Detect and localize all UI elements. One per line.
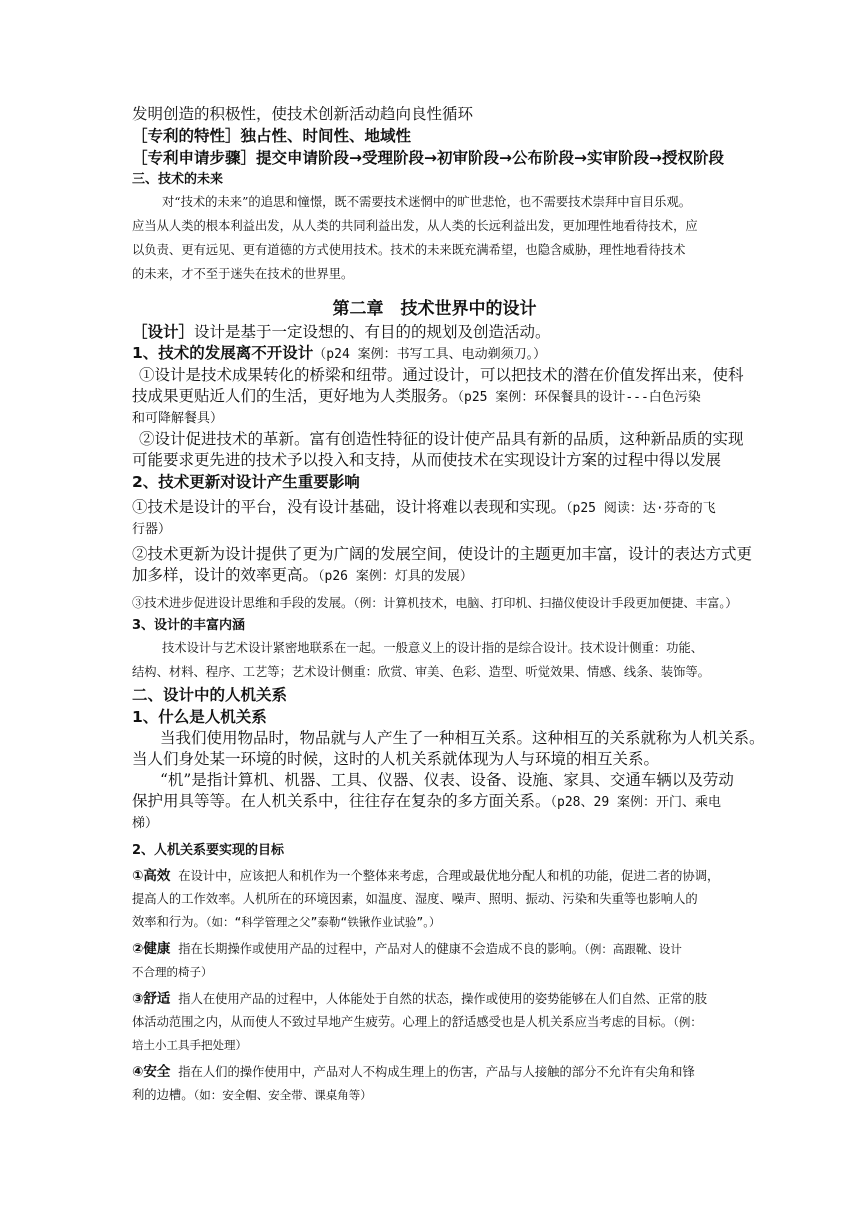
patent-features: ［专利的特性］独占性、时间性、地域性: [132, 127, 412, 145]
text-line: 梯）: [132, 816, 159, 831]
section-heading: 二、设计中的人机关系: [132, 686, 288, 704]
g1-text-1: 在设计中，应该把人和机作为一个整体来考虑，合理或最优地分配人和机的功能，促进二者的协调，: [178, 869, 720, 883]
goal-safety: [132, 1061, 737, 1084]
chapter-title: 第二章 技术世界中的设计: [332, 299, 537, 319]
text-line: 应当从人类的根本利益出发，从人类的共同利益出发，从人类的长远利益出发，更加理性地看待技术，应: [132, 219, 698, 233]
text-line: 不合理的椅子）: [132, 965, 213, 979]
goal-efficiency: [132, 865, 737, 888]
goal-comfort: [132, 988, 737, 1011]
text-line: [132, 386, 737, 408]
design-definition: [132, 322, 737, 343]
g2-text: 指在长期操作或使用产品的过程中，产品对人的健康不会造成不良的影响。: [178, 942, 585, 956]
g3-label: ③舒适: [132, 991, 171, 1007]
s2-p1: ①技术是设计的平台，没有设计基础，设计将难以表现和实现。: [132, 498, 567, 516]
s2-p3: ③技术进步促进设计思维和手段的发展。: [132, 596, 354, 610]
text-line: [132, 911, 737, 934]
s2-p3-note: （例：计算机技术，电脑、打印机、扫描仪使设计手段更加便捷、丰富。）: [353, 596, 738, 610]
g1-note: （如：“科学管理之父”泰勒“铁锹作业试验”。）: [205, 915, 441, 929]
text-line: 行器）: [132, 522, 172, 537]
g2-note: （例：高跟靴、设计: [584, 942, 682, 956]
text-line: 对“技术的未来”的追思和憧憬，既不需要技术迷惘中的旷世悲怆，也不需要技术崇拜中盲目乐观。: [162, 195, 692, 209]
section-heading: 三、技术的未来: [132, 172, 224, 187]
text-line: 和可降解餐具）: [132, 411, 224, 426]
s2-p2-note: （p26 案例：灯具的发展）: [318, 569, 473, 584]
s1-p1-line2: 技成果更贴近人们的生活，更好地为人类服务。: [132, 387, 458, 405]
patent-steps: ［专利申请步骤］提交申请阶段→受理阶段→初审阶段→公布阶段→实审阶段→授权阶段: [132, 149, 724, 167]
goal-health: [132, 938, 737, 961]
g3-text-1: 指人在使用产品的过程中，人体能处于自然的状态，操作或使用的姿势能够在人们自然、正常的肢: [178, 992, 708, 1006]
text-line: 当我们使用物品时，物品就与人产生了一种相互关系。这种相互的关系就称为人机关系。: [160, 729, 765, 747]
subsection-heading: 1、什么是人机关系: [132, 708, 267, 726]
g1-label: ①高效: [132, 868, 171, 884]
text-line: 的未来，才不至于迷失在技术的世界里。: [132, 267, 354, 281]
subsection-heading: 2、人机关系要实现的目标: [132, 843, 285, 858]
paragraph-future: [132, 190, 737, 286]
g3-note: （例：: [673, 1015, 702, 1029]
text-line: 培土小工具手把处理）: [132, 1038, 247, 1052]
text-line: ①设计是技术成果转化的桥梁和纽带。通过设计，可以把技术的潜在价值发挥出来，使科: [139, 366, 744, 384]
sec2-1-p2-note: （p28、29 案例：开门、乘电: [550, 795, 721, 810]
text-line: [132, 791, 737, 813]
text-line: [132, 565, 737, 587]
subsection-heading: [132, 343, 737, 365]
s2-p2-line2: 加多样，设计的效率更高。: [132, 566, 319, 584]
sec2-1-p2-line2: 保护用具等等。在人机关系中，往往存在复杂的多方面关系。: [132, 792, 551, 810]
subsection-heading: 2、技术更新对设计产生重要影响: [132, 473, 360, 491]
text-line: 结构、材料、程序、工艺等；艺术设计侧重：欣赏、审美、色彩、造型、听觉效果、情感、线条、装饰等。: [132, 665, 710, 679]
s1-p1-note: （p25 案例：环保餐具的设计---白色污染: [457, 390, 701, 405]
text-line: [132, 497, 737, 519]
s1-title: 1、技术的发展离不开设计: [132, 344, 314, 362]
document-page: [132, 104, 765, 1107]
design-text: 设计是基于一定设想的、有目的的规划及创造活动。: [194, 323, 551, 341]
g4-note: （如：安全帽、安全带、课桌角等）: [193, 1088, 372, 1102]
g2-label: ②健康: [132, 941, 171, 957]
text-line: [132, 1084, 737, 1107]
text-line: 可能要求更先进的技术予以投入和支持，从而使技术在实现设计方案的过程中得以发展: [132, 451, 722, 469]
text-line: 提高人的工作效率。人机所在的环境因素，如温度、湿度、噪声、照明、振动、污染和失重等也影响人的: [132, 892, 698, 906]
g1-text-3: 效率和行为。: [132, 915, 206, 929]
g4-text-2: 利的边槽。: [132, 1088, 194, 1102]
g3-text-2: 体活动范围之内，从而使人不致过早地产生疲劳。心理上的舒适感受也是人机关系应当考虑的目标。: [132, 1015, 674, 1029]
text-line: ②设计促进技术的革新。富有创造性特征的设计使产品具有新的品质，这种新品质的实现: [139, 430, 744, 448]
s1-note: （p24 案例：书写工具、电动剃须刀。）: [313, 347, 547, 362]
text-line: 当人们身处某一环境的时候，这时的人机关系就体现为人与环境的相互关系。: [132, 750, 660, 768]
text-line: “机”是指计算机、机器、工具、仪器、仪表、设备、设施、家具、交通车辆以及劳动: [160, 771, 734, 789]
text-line: 以负责、更有远见、更有道德的方式使用技术。技术的未来既充满希望，也隐含威胁，理性地看待技术: [132, 243, 686, 257]
text-line: [132, 1011, 737, 1034]
s2-p1-note: （p25 阅读：达·芬奇的飞: [566, 501, 716, 516]
text-line: [132, 591, 737, 615]
text-line: 技术设计与艺术设计紧密地联系在一起。一般意义上的设计指的是综合设计。技术设计侧重：功能、: [162, 641, 704, 655]
subsection-heading: 3、设计的丰富内涵: [132, 618, 246, 633]
text-line: ②技术更新为设计提供了更为广阔的发展空间，使设计的主题更加丰富，设计的表达方式更: [132, 545, 753, 563]
text-line: 发明创造的积极性，使技术创新活动趋向良性循环: [132, 105, 474, 123]
g4-text: 指在人们的操作使用中，产品对人不构成生理上的伤害，产品与人接触的部分不允许有尖角和锋: [178, 1065, 695, 1079]
design-label: ［设计］: [132, 323, 195, 341]
g4-label: ④安全: [132, 1064, 171, 1080]
